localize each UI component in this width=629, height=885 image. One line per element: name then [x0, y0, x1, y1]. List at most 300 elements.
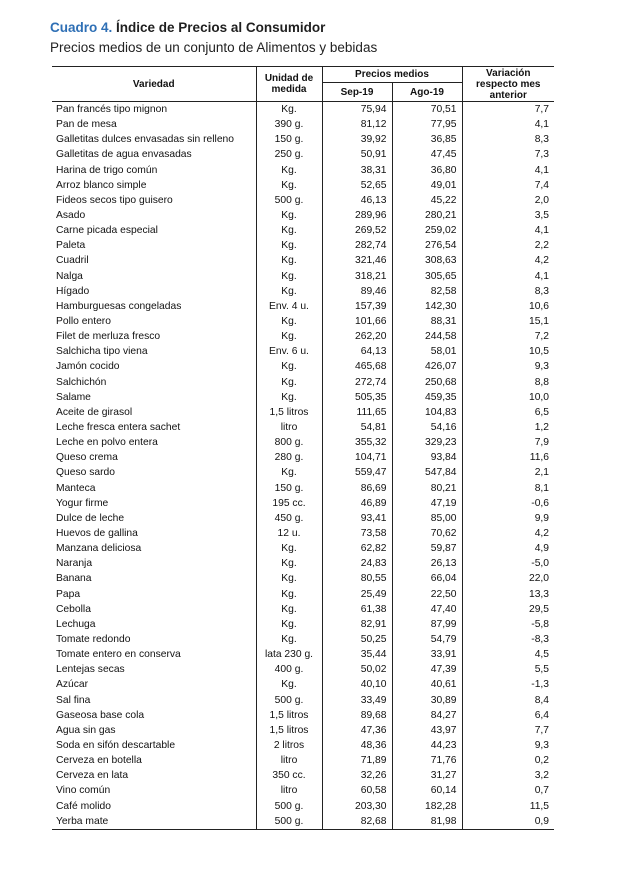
cell-variedad: Café molido	[56, 800, 111, 812]
cell-unidad: 1,5 litros	[256, 708, 322, 723]
cell-sep-19: 60,58	[322, 783, 392, 798]
cell-variedad: Manteca	[56, 482, 96, 494]
cell-unidad: Kg.	[256, 238, 322, 253]
table-row	[52, 541, 554, 556]
header-unidad-line2: medida	[271, 84, 307, 95]
cell-ago-19: 459,35	[392, 390, 462, 405]
cell-unidad: 2 litros	[256, 738, 322, 753]
cell-ago-19: 36,85	[392, 132, 462, 147]
cell-unidad: Kg.	[256, 541, 322, 556]
cell-sep-19: 269,52	[322, 223, 392, 238]
table-row	[52, 526, 554, 541]
cell-variacion: -1,3	[462, 677, 554, 692]
cell-sep-19: 46,13	[322, 193, 392, 208]
cell-variedad: Galletitas dulces envasadas sin relleno	[56, 134, 235, 146]
cell-variedad: Fideos secos tipo guisero	[56, 194, 173, 206]
cell-variedad: Asado	[56, 210, 86, 222]
table-header	[52, 67, 554, 102]
cell-unidad: Kg.	[256, 617, 322, 632]
cell-ago-19: 59,87	[392, 541, 462, 556]
cell-unidad: Kg.	[256, 253, 322, 268]
cell-ago-19: 547,84	[392, 465, 462, 480]
cell-ago-19: 308,63	[392, 253, 462, 268]
cell-variacion: 4,1	[462, 163, 554, 178]
page-title	[50, 20, 325, 35]
cell-ago-19: 250,68	[392, 375, 462, 390]
cell-variedad: Salchicha tipo viena	[56, 346, 148, 358]
cell-sep-19: 262,20	[322, 329, 392, 344]
header-variacion-line1: Variación	[486, 67, 531, 79]
cell-unidad: Kg.	[256, 208, 322, 223]
table-row	[52, 587, 554, 602]
cell-unidad: litro	[256, 420, 322, 435]
cell-variedad: Cerveza en lata	[56, 770, 129, 782]
cell-variedad: Sal fina	[56, 694, 91, 706]
cell-sep-19: 48,36	[322, 738, 392, 753]
cell-variedad: Arroz blanco simple	[56, 179, 147, 191]
cell-ago-19: 44,23	[392, 738, 462, 753]
table-row	[52, 208, 554, 223]
table-row	[52, 753, 554, 768]
cell-ago-19: 280,21	[392, 208, 462, 223]
cell-sep-19: 39,92	[322, 132, 392, 147]
cell-ago-19: 47,19	[392, 496, 462, 511]
cell-variacion: 8,8	[462, 375, 554, 390]
table-row	[52, 117, 554, 132]
cell-variacion: 29,5	[462, 602, 554, 617]
cell-ago-19: 54,79	[392, 632, 462, 647]
cell-ago-19: 87,99	[392, 617, 462, 632]
cell-variedad: Leche fresca entera sachet	[56, 422, 181, 434]
cell-variedad: Nalga	[56, 270, 83, 282]
table-row	[52, 405, 554, 420]
cell-variedad: Pollo entero	[56, 316, 111, 328]
cell-variedad: Jamón cocido	[56, 361, 120, 373]
cell-ago-19: 36,80	[392, 163, 462, 178]
cell-variedad: Cerveza en botella	[56, 755, 142, 767]
cell-ago-19: 80,21	[392, 481, 462, 496]
table-row	[52, 314, 554, 329]
cell-variedad: Gaseosa base cola	[56, 709, 145, 721]
cell-unidad: Kg.	[256, 571, 322, 586]
cell-ago-19: 66,04	[392, 571, 462, 586]
cell-sep-19: 82,68	[322, 814, 392, 830]
cell-ago-19: 70,62	[392, 526, 462, 541]
table-row	[52, 723, 554, 738]
cell-sep-19: 62,82	[322, 541, 392, 556]
cell-variedad: Soda en sifón descartable	[56, 739, 176, 751]
cell-unidad: Kg.	[256, 677, 322, 692]
cell-unidad: 12 u.	[256, 526, 322, 541]
cell-ago-19: 47,45	[392, 147, 462, 162]
header-variacion	[462, 67, 554, 102]
table-row	[52, 193, 554, 208]
table-row	[52, 617, 554, 632]
cell-variedad: Queso crema	[56, 452, 118, 464]
cell-ago-19: 47,39	[392, 662, 462, 677]
cell-variacion: 0,7	[462, 783, 554, 798]
cell-ago-19: 276,54	[392, 238, 462, 253]
cell-ago-19: 26,13	[392, 556, 462, 571]
cell-sep-19: 355,32	[322, 435, 392, 450]
cell-variedad: Azúcar	[56, 679, 89, 691]
cell-variedad: Naranja	[56, 558, 93, 570]
cell-variedad: Yogur firme	[56, 497, 109, 509]
cell-variedad: Aceite de girasol	[56, 406, 133, 418]
cell-variacion: 2,1	[462, 465, 554, 480]
cell-sep-19: 50,02	[322, 662, 392, 677]
table-body	[52, 102, 554, 830]
cell-sep-19: 86,69	[322, 481, 392, 496]
cell-variedad: Salame	[56, 391, 91, 403]
table-row	[52, 253, 554, 268]
cell-sep-19: 32,26	[322, 768, 392, 783]
cell-variacion: 9,9	[462, 511, 554, 526]
cell-variedad: Harina de trigo común	[56, 164, 158, 176]
cell-variedad: Pan francés tipo mignon	[56, 104, 168, 116]
table-row	[52, 390, 554, 405]
cell-variacion: 7,2	[462, 329, 554, 344]
cell-sep-19: 289,96	[322, 208, 392, 223]
cell-unidad: Kg.	[256, 223, 322, 238]
cell-unidad: 150 g.	[256, 132, 322, 147]
cell-variacion: 8,3	[462, 132, 554, 147]
cell-ago-19: 81,98	[392, 814, 462, 830]
table-row	[52, 783, 554, 798]
cell-ago-19: 70,51	[392, 102, 462, 118]
cell-variedad: Banana	[56, 573, 92, 585]
cell-variacion: 8,4	[462, 692, 554, 707]
cell-ago-19: 30,89	[392, 692, 462, 707]
table-row	[52, 375, 554, 390]
cell-ago-19: 54,16	[392, 420, 462, 435]
table-row	[52, 163, 554, 178]
cell-sep-19: 318,21	[322, 269, 392, 284]
cell-variedad: Carne picada especial	[56, 225, 158, 237]
cell-ago-19: 40,61	[392, 677, 462, 692]
cell-unidad: 390 g.	[256, 117, 322, 132]
cell-ago-19: 104,83	[392, 405, 462, 420]
cell-variedad: Agua sin gas	[56, 724, 116, 736]
table-number: Cuadro 4.	[50, 20, 113, 35]
cell-variacion: 9,3	[462, 359, 554, 374]
cell-ago-19: 22,50	[392, 587, 462, 602]
table-row	[52, 692, 554, 707]
cell-variacion: -5,0	[462, 556, 554, 571]
cell-sep-19: 52,65	[322, 178, 392, 193]
cell-variedad: Leche en polvo entera	[56, 437, 158, 449]
cell-variedad: Filet de merluza fresco	[56, 331, 161, 343]
cell-sep-19: 75,94	[322, 102, 392, 118]
cell-ago-19: 47,40	[392, 602, 462, 617]
table-row	[52, 465, 554, 480]
cell-sep-19: 50,91	[322, 147, 392, 162]
cell-variacion: 8,3	[462, 284, 554, 299]
cell-variedad: Cebolla	[56, 603, 91, 615]
cell-variacion: -5,8	[462, 617, 554, 632]
cell-variedad: Pan de mesa	[56, 119, 117, 131]
cell-unidad: Kg.	[256, 359, 322, 374]
cell-variedad: Manzana deliciosa	[56, 543, 142, 555]
cell-unidad: Env. 6 u.	[256, 344, 322, 359]
cell-variacion: 4,1	[462, 117, 554, 132]
cell-unidad: 250 g.	[256, 147, 322, 162]
cell-variedad: Tomate entero en conserva	[56, 649, 181, 661]
cell-variacion: 10,0	[462, 390, 554, 405]
header-variacion-line2: respecto mes	[476, 78, 541, 90]
cell-variedad: Salchichón	[56, 376, 107, 388]
cell-sep-19: 157,39	[322, 299, 392, 314]
table-row	[52, 814, 554, 830]
cell-unidad: Kg.	[256, 390, 322, 405]
table-row	[52, 496, 554, 511]
table-row	[52, 359, 554, 374]
table-row	[52, 602, 554, 617]
cell-unidad: Kg.	[256, 284, 322, 299]
cell-variacion: 7,3	[462, 147, 554, 162]
cell-sep-19: 203,30	[322, 798, 392, 813]
cell-sep-19: 282,74	[322, 238, 392, 253]
header-ago-19: Ago-19	[392, 83, 462, 102]
cell-variacion: 0,9	[462, 814, 554, 830]
cell-ago-19: 88,31	[392, 314, 462, 329]
table-row	[52, 178, 554, 193]
table-row	[52, 269, 554, 284]
cell-unidad: Kg.	[256, 314, 322, 329]
header-unidad	[256, 67, 322, 102]
table-subtitle: Precios medios de un conjunto de Alimentos y bebidas	[50, 40, 378, 55]
cell-variedad: Lechuga	[56, 618, 96, 630]
cell-variacion: 22,0	[462, 571, 554, 586]
cell-unidad: 450 g.	[256, 511, 322, 526]
cell-sep-19: 73,58	[322, 526, 392, 541]
cell-variacion: 3,5	[462, 208, 554, 223]
cell-variacion: 11,6	[462, 450, 554, 465]
header-variacion-line3: anterior	[489, 89, 527, 101]
cell-variedad: Cuadril	[56, 255, 89, 267]
cell-unidad: 400 g.	[256, 662, 322, 677]
cell-unidad: 280 g.	[256, 450, 322, 465]
cell-variedad: Yerba mate	[52, 814, 256, 830]
cell-sep-19: 61,38	[322, 602, 392, 617]
cell-ago-19: 93,84	[392, 450, 462, 465]
header-variedad: Variedad	[52, 67, 256, 102]
cell-ago-19: 244,58	[392, 329, 462, 344]
table-row	[52, 662, 554, 677]
cell-variacion: 8,1	[462, 481, 554, 496]
table-row	[52, 647, 554, 662]
cell-variedad: Tomate redondo	[56, 633, 131, 645]
cell-variacion: 9,3	[462, 738, 554, 753]
cell-sep-19: 54,81	[322, 420, 392, 435]
cell-variacion: 13,3	[462, 587, 554, 602]
cell-ago-19: 49,01	[392, 178, 462, 193]
cell-variacion: 4,1	[462, 223, 554, 238]
cell-sep-19: 89,68	[322, 708, 392, 723]
cell-unidad: Kg.	[256, 632, 322, 647]
table-row	[52, 768, 554, 783]
cell-sep-19: 465,68	[322, 359, 392, 374]
table-row	[52, 435, 554, 450]
table-row	[52, 420, 554, 435]
cell-sep-19: 82,91	[322, 617, 392, 632]
cell-variacion: 7,7	[462, 102, 554, 118]
cell-unidad: 500 g.	[256, 193, 322, 208]
cell-ago-19: 142,30	[392, 299, 462, 314]
cell-ago-19: 182,28	[392, 798, 462, 813]
cell-sep-19: 33,49	[322, 692, 392, 707]
cell-unidad: 500 g.	[256, 814, 322, 830]
cell-sep-19: 38,31	[322, 163, 392, 178]
table-row	[52, 708, 554, 723]
cell-sep-19: 40,10	[322, 677, 392, 692]
cell-variacion: 0,2	[462, 753, 554, 768]
cell-variacion: 7,7	[462, 723, 554, 738]
cell-unidad: Kg.	[256, 556, 322, 571]
cell-unidad: Kg.	[256, 269, 322, 284]
cell-variacion: -0,6	[462, 496, 554, 511]
cell-sep-19: 111,65	[322, 405, 392, 420]
table-title: Índice de Precios al Consumidor	[116, 20, 326, 35]
cell-sep-19: 47,36	[322, 723, 392, 738]
table-row	[52, 677, 554, 692]
cell-unidad: lata 230 g.	[256, 647, 322, 662]
cell-unidad: Kg.	[256, 163, 322, 178]
cell-variacion: 11,5	[462, 798, 554, 813]
cell-ago-19: 58,01	[392, 344, 462, 359]
cell-unidad: Env. 4 u.	[256, 299, 322, 314]
cell-unidad: Kg.	[256, 465, 322, 480]
cell-unidad: Kg.	[256, 602, 322, 617]
cell-variacion: -8,3	[462, 632, 554, 647]
cell-ago-19: 33,91	[392, 647, 462, 662]
cell-variedad: Paleta	[56, 240, 86, 252]
cell-variedad: Lentejas secas	[56, 664, 125, 676]
cell-sep-19: 46,89	[322, 496, 392, 511]
header-unidad-line1: Unidad de	[264, 73, 314, 84]
cell-sep-19: 559,47	[322, 465, 392, 480]
cell-sep-19: 272,74	[322, 375, 392, 390]
table-row	[52, 571, 554, 586]
cell-variacion: 7,4	[462, 178, 554, 193]
cell-unidad: 195 cc.	[256, 496, 322, 511]
cell-sep-19: 50,25	[322, 632, 392, 647]
cell-variedad: Hamburguesas congeladas	[56, 300, 182, 312]
cell-unidad: litro	[256, 753, 322, 768]
cell-ago-19: 85,00	[392, 511, 462, 526]
cell-ago-19: 43,97	[392, 723, 462, 738]
cell-variacion: 4,2	[462, 526, 554, 541]
table-row	[52, 299, 554, 314]
table-row	[52, 556, 554, 571]
cell-sep-19: 24,83	[322, 556, 392, 571]
cell-sep-19: 101,66	[322, 314, 392, 329]
cell-sep-19: 80,55	[322, 571, 392, 586]
cell-ago-19: 45,22	[392, 193, 462, 208]
table-row	[52, 798, 554, 813]
cell-variacion: 15,1	[462, 314, 554, 329]
cell-sep-19: 35,44	[322, 647, 392, 662]
cell-variedad: Queso sardo	[56, 467, 115, 479]
cell-variedad: Galletitas de agua envasadas	[56, 149, 192, 161]
cell-sep-19: 25,49	[322, 587, 392, 602]
cell-unidad: 1,5 litros	[256, 723, 322, 738]
cell-unidad: 350 cc.	[256, 768, 322, 783]
cell-unidad: 150 g.	[256, 481, 322, 496]
table-row	[52, 147, 554, 162]
cell-variacion: 10,5	[462, 344, 554, 359]
cell-sep-19: 104,71	[322, 450, 392, 465]
cell-ago-19: 329,23	[392, 435, 462, 450]
cell-unidad: Kg.	[256, 329, 322, 344]
cell-unidad: 500 g.	[256, 798, 322, 813]
cell-ago-19: 31,27	[392, 768, 462, 783]
cell-variedad: Huevos de gallina	[56, 528, 138, 539]
cell-variacion: 4,9	[462, 541, 554, 556]
table-row	[52, 481, 554, 496]
cell-variacion: 3,2	[462, 768, 554, 783]
table-row	[52, 511, 554, 526]
table-row	[52, 450, 554, 465]
cell-variacion: 2,0	[462, 193, 554, 208]
cell-sep-19: 89,46	[322, 284, 392, 299]
cell-variacion: 5,5	[462, 662, 554, 677]
table-row	[52, 238, 554, 253]
cell-sep-19: 71,89	[322, 753, 392, 768]
table-row	[52, 102, 554, 118]
cell-ago-19: 60,14	[392, 783, 462, 798]
cell-variacion: 6,4	[462, 708, 554, 723]
cell-ago-19: 82,58	[392, 284, 462, 299]
cell-unidad: Kg.	[256, 587, 322, 602]
cell-variacion: 6,5	[462, 405, 554, 420]
cell-ago-19: 259,02	[392, 223, 462, 238]
cell-sep-19: 64,13	[322, 344, 392, 359]
table-row	[52, 329, 554, 344]
cell-sep-19: 505,35	[322, 390, 392, 405]
cell-ago-19: 77,95	[392, 117, 462, 132]
cell-variedad: Hígado	[56, 285, 90, 297]
cell-sep-19: 81,12	[322, 117, 392, 132]
cell-unidad: Kg.	[256, 178, 322, 193]
table-row	[52, 738, 554, 753]
cell-variacion: 4,5	[462, 647, 554, 662]
cell-ago-19: 426,07	[392, 359, 462, 374]
cell-unidad: 1,5 litros	[256, 405, 322, 420]
cell-variedad: Papa	[56, 588, 81, 600]
cell-unidad: 800 g.	[256, 435, 322, 450]
cell-variacion: 1,2	[462, 420, 554, 435]
cell-variacion: 7,9	[462, 435, 554, 450]
table-row	[52, 344, 554, 359]
cell-variacion: 2,2	[462, 238, 554, 253]
cell-ago-19: 71,76	[392, 753, 462, 768]
table-row	[52, 223, 554, 238]
cell-unidad: litro	[256, 783, 322, 798]
table-row	[52, 132, 554, 147]
cell-variedad: Dulce de leche	[56, 512, 125, 524]
table-row	[52, 632, 554, 647]
cell-variedad: Vino común	[56, 785, 111, 797]
header-sep-19: Sep-19	[322, 83, 392, 102]
cell-variacion: 4,2	[462, 253, 554, 268]
header-precios-medios: Precios medios	[322, 67, 462, 83]
cell-unidad: 500 g.	[256, 692, 322, 707]
cell-ago-19: 305,65	[392, 269, 462, 284]
cell-variacion: 4,1	[462, 269, 554, 284]
price-table	[52, 66, 554, 830]
cell-variacion: 10,6	[462, 299, 554, 314]
